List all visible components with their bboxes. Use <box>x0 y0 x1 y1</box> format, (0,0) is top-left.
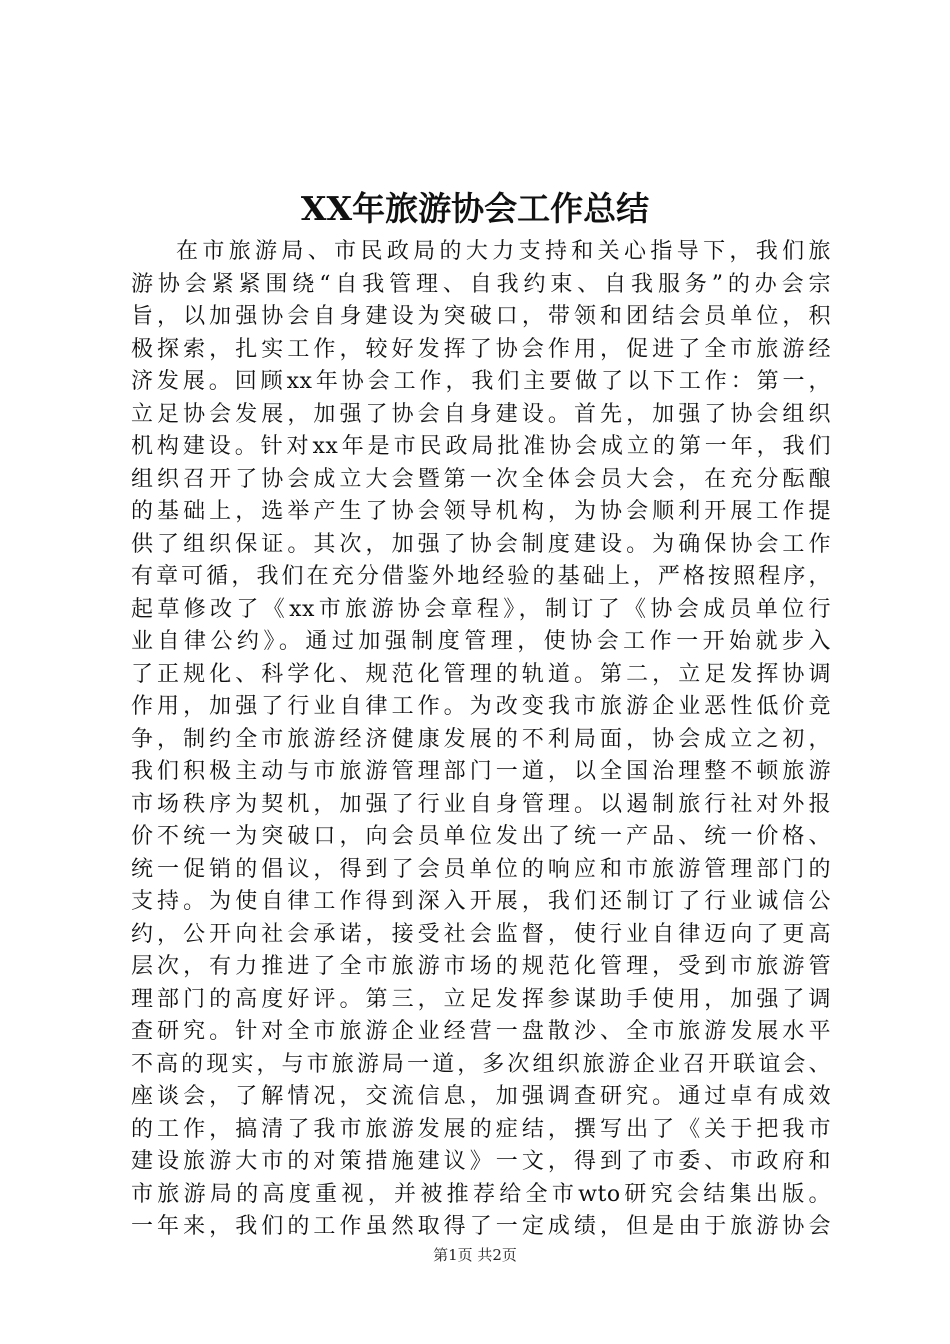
body-line: 作用，加强了行业自律工作。为改变我市旅游企业恶性低价竞 <box>131 694 831 719</box>
body-line: 旨，以加强协会自身建设为突破口，带领和团结会员单位，积 <box>131 304 831 329</box>
body-line: 业自律公约》。通过加强制度管理，使协会工作一开始就步入 <box>131 629 831 654</box>
body-line: 立足协会发展，加强了协会自身建设。首先，加强了协会组织 <box>131 401 831 427</box>
body-line: 建设旅游大市的对策措施建议》一文，得到了市委、市政府和 <box>131 1149 831 1174</box>
body-line: 统一促销的倡议，得到了会员单位的响应和市旅游管理部门的 <box>131 856 831 882</box>
body-line: 有章可循，我们在充分借鉴外地经验的基础上，严格按照程序， <box>131 564 831 589</box>
body-line: 查研究。针对全市旅游企业经营一盘散沙、全市旅游发展水平 <box>131 1019 831 1044</box>
body-line: 座谈会，了解情况，交流信息，加强调查研究。通过卓有成效 <box>131 1084 831 1109</box>
document-body <box>131 236 831 1244</box>
body-line: 了正规化、科学化、规范化管理的轨道。第二，立足发挥协调 <box>131 661 831 687</box>
page-number-footer: 第1页 共2页 <box>433 1246 517 1264</box>
body-line: 一年来，我们的工作虽然取得了一定成绩，但是由于旅游协会 <box>131 1214 831 1239</box>
body-line: 不高的现实，与市旅游局一道，多次组织旅游企业召开联谊会、 <box>131 1051 831 1077</box>
body-line: 市旅游局的高度重视，并被推荐给全市wto研究会结集出版。 <box>131 1181 831 1207</box>
document-title: XX年旅游协会工作总结 <box>300 189 650 228</box>
body-line: 价不统一为突破口，向会员单位发出了统一产品、统一价格、 <box>131 824 831 849</box>
body-line: 市场秩序为契机，加强了行业自身管理。以遏制旅行社对外报 <box>131 791 831 817</box>
body-line: 支持。为使自律工作得到深入开展，我们还制订了行业诚信公 <box>131 889 831 914</box>
body-line: 理部门的高度好评。第三，立足发挥参谋助手使用，加强了调 <box>131 986 831 1012</box>
body-line: 机构建设。针对xx年是市民政局批准协会成立的第一年，我们 <box>131 434 831 459</box>
body-line: 我们积极主动与市旅游管理部门一道，以全国治理整不顿旅游 <box>131 759 831 784</box>
body-line: 的基础上，选举产生了协会领导机构，为协会顺利开展工作提 <box>131 499 831 524</box>
body-line: 起草修改了《xx市旅游协会章程》，制订了《协会成员单位行 <box>131 596 831 622</box>
body-line: 组织召开了协会成立大会暨第一次全体会员大会，在充分酝酿 <box>131 466 831 492</box>
body-line: 争，制约全市旅游经济健康发展的不利局面，协会成立之初， <box>131 726 831 752</box>
body-line: 供了组织保证。其次，加强了协会制度建设。为确保协会工作 <box>131 531 831 557</box>
body-line: 约，公开向社会承诺，接受社会监督，使行业自律迈向了更高 <box>131 921 831 947</box>
body-line: 游协会紧紧围绕“自我管理、自我约束、自我服务”的办会宗 <box>131 271 831 297</box>
body-line: 的工作，搞清了我市旅游发展的症结，撰写出了《关于把我市 <box>131 1116 831 1142</box>
body-line: 极探索，扎实工作，较好发挥了协会作用，促进了全市旅游经 <box>131 336 831 362</box>
body-line: 层次，有力推进了全市旅游市场的规范化管理，受到市旅游管 <box>131 954 831 979</box>
body-line: 在市旅游局、市民政局的大力支持和关心指导下，我们旅 <box>176 239 831 264</box>
body-line: 济发展。回顾xx年协会工作，我们主要做了以下工作：第一， <box>131 369 831 394</box>
